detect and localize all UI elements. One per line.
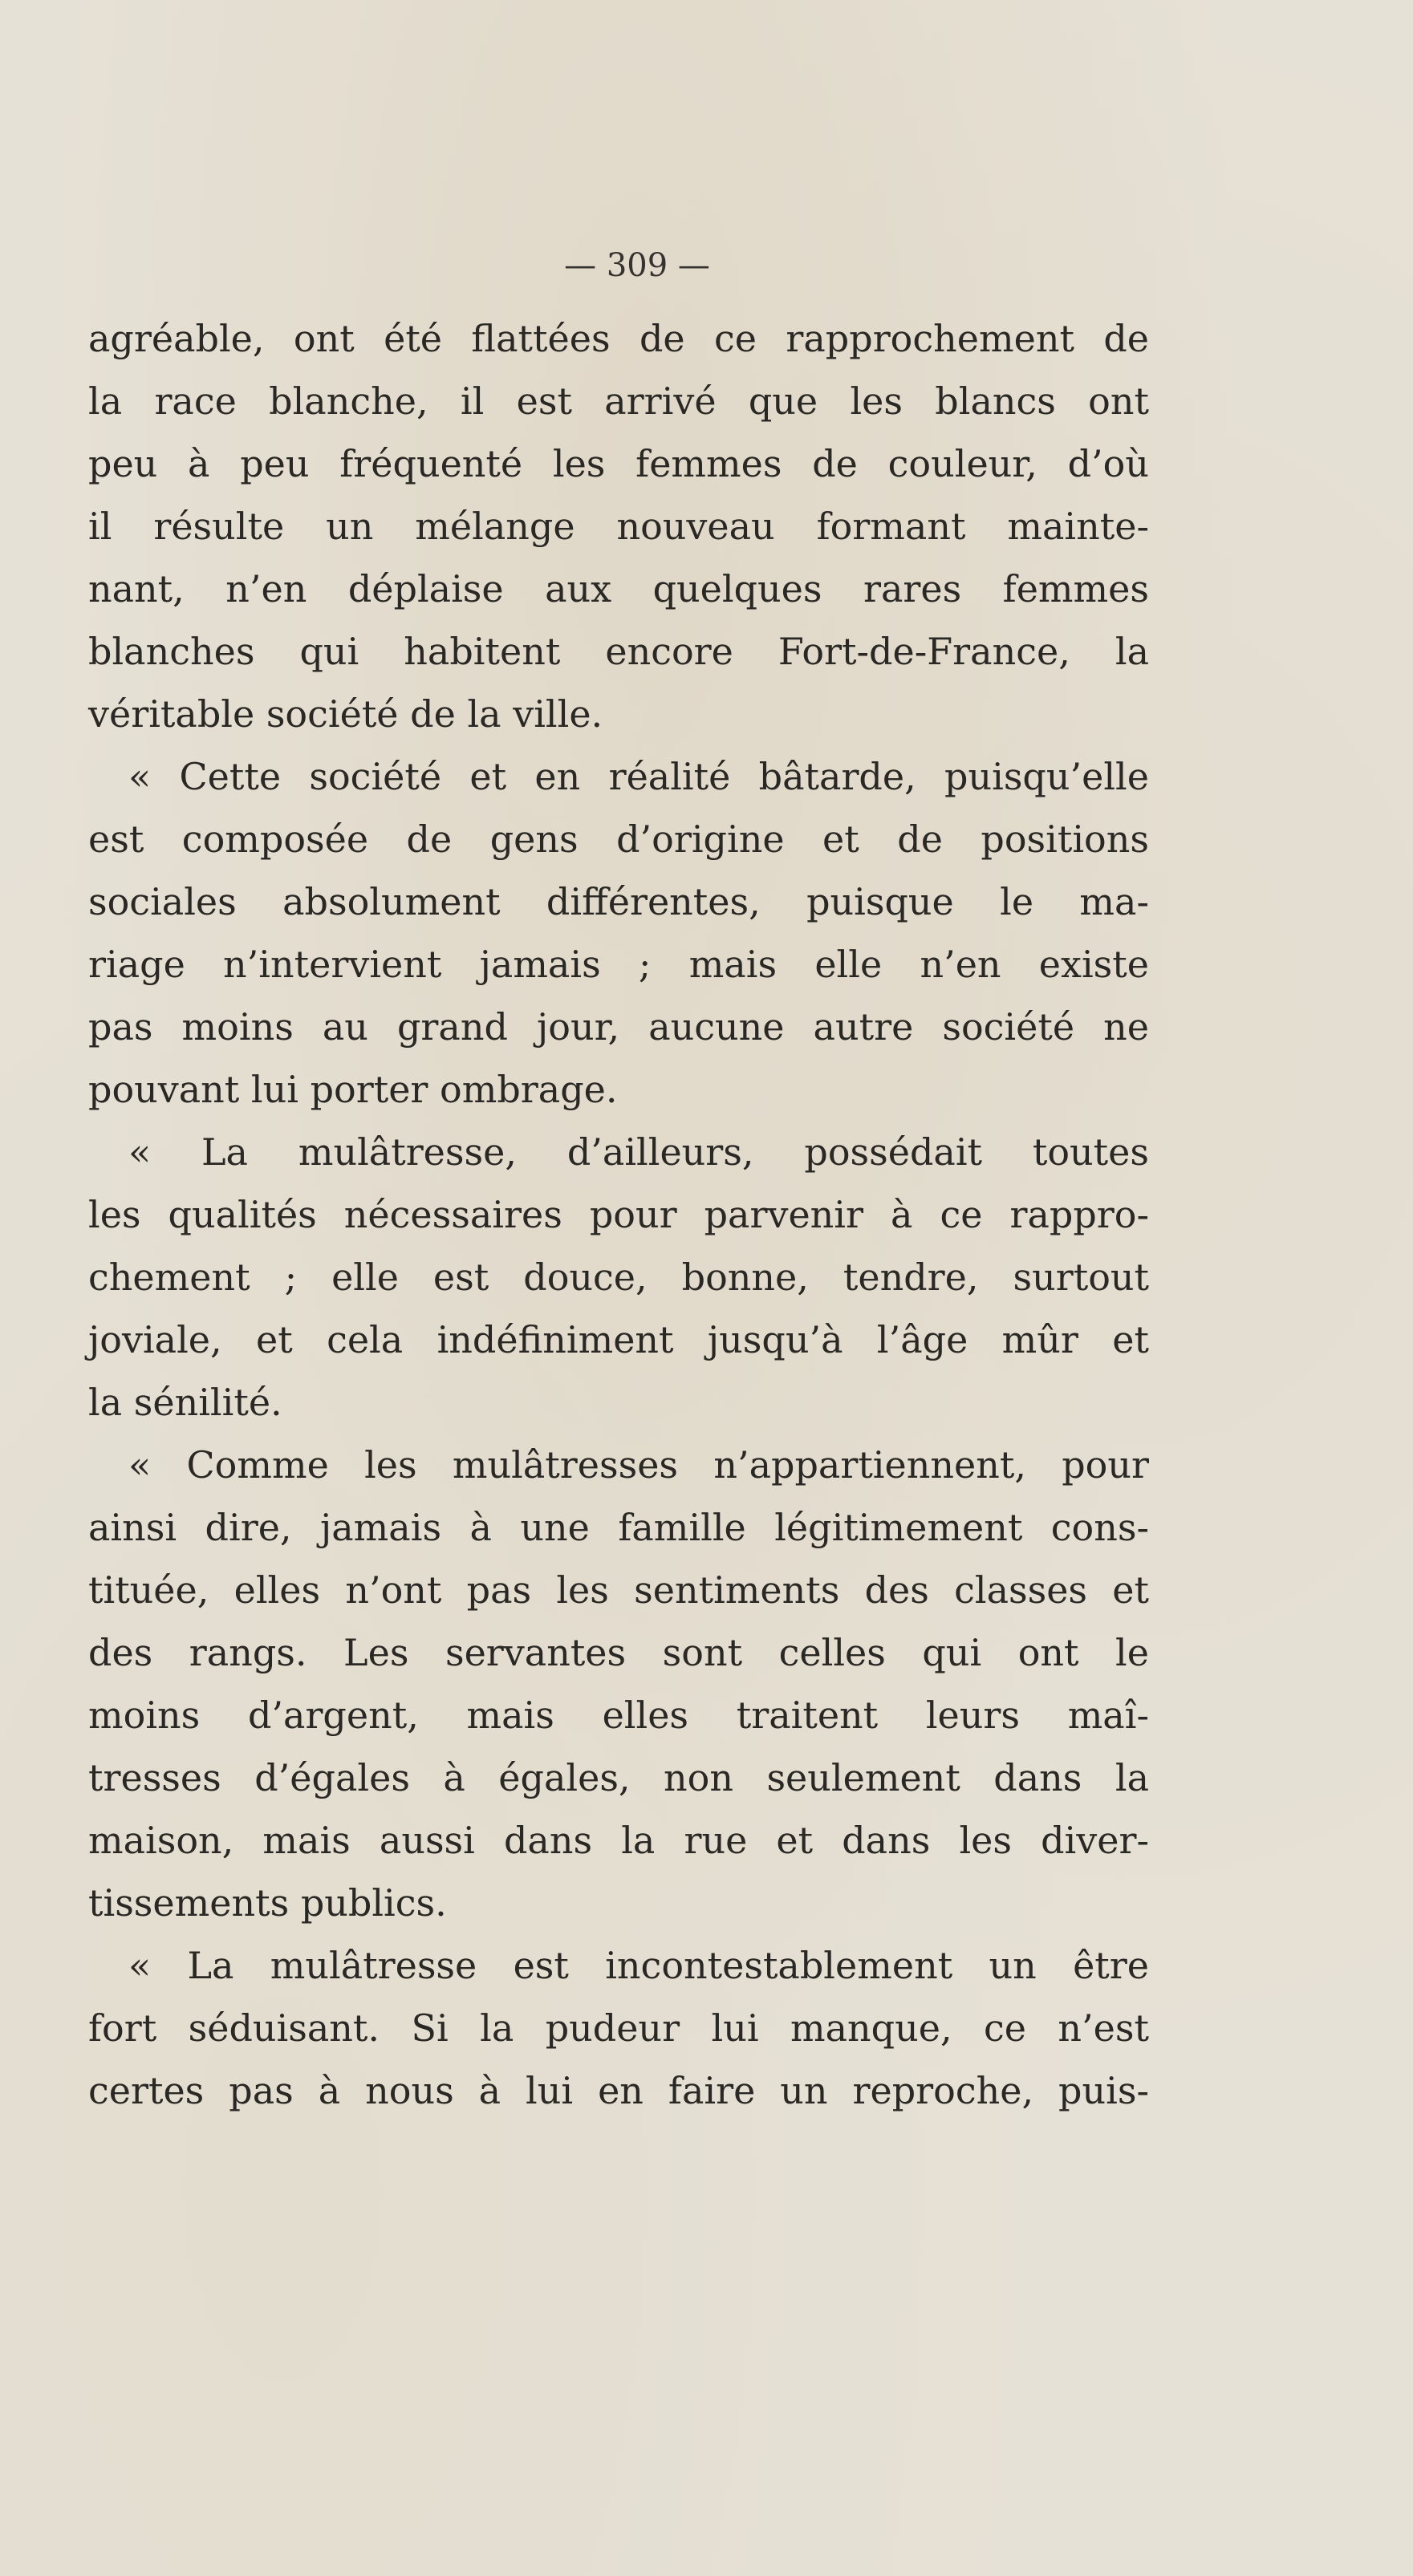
text-line: « La mulâtresse, d’ailleurs, possédait toutes bbox=[128, 1130, 1149, 1174]
text-line: « La mulâtresse est incontestablement un être bbox=[128, 1944, 1149, 1987]
text-line: moins d’argent, mais elles traitent leurs maî- bbox=[88, 1694, 1149, 1737]
text-line: ainsi dire, jamais à une famille légitimement cons- bbox=[88, 1506, 1149, 1549]
text-line: joviale, et cela indéfiniment jusqu’à l’âge mûr et bbox=[88, 1318, 1149, 1361]
text-line: les qualités nécessaires pour parvenir à ce rappro- bbox=[88, 1193, 1149, 1236]
text-line: agréable, ont été flattées de ce rapprochement de bbox=[88, 317, 1149, 360]
text-line: des rangs. Les servantes sont celles qui ont le bbox=[88, 1631, 1149, 1674]
text-line: blanches qui habitent encore Fort-de-France, la bbox=[88, 630, 1149, 673]
text-line: peu à peu fréquenté les femmes de couleur, d’où bbox=[88, 442, 1149, 485]
text-line: pas moins au grand jour, aucune autre société ne bbox=[88, 1005, 1149, 1049]
page-number: — 309 — bbox=[564, 247, 710, 284]
text-line: certes pas à nous à lui en faire un reproche, puis- bbox=[88, 2069, 1149, 2112]
text-line: tresses d’égales à égales, non seulement dans la bbox=[88, 1756, 1149, 1799]
text-line: riage n’intervient jamais ; mais elle n’en existe bbox=[88, 943, 1149, 986]
text-line: chement ; elle est douce, bonne, tendre, surtout bbox=[88, 1256, 1149, 1299]
text-line: est composée de gens d’origine et de positions bbox=[88, 817, 1149, 861]
text-line: fort séduisant. Si la pudeur lui manque, ce n’est bbox=[88, 2006, 1149, 2050]
text-line: pouvant lui porter ombrage. bbox=[88, 1068, 618, 1111]
text-line: la sénilité. bbox=[88, 1381, 282, 1424]
body-text bbox=[88, 307, 1149, 2122]
text-line: sociales absolument différentes, puisque le ma- bbox=[88, 880, 1149, 923]
text-line: « Comme les mulâtresses n’appartiennent, pour bbox=[128, 1443, 1149, 1487]
text-line: il résulte un mélange nouveau formant mainte- bbox=[88, 505, 1149, 548]
text-line: la race blanche, il est arrivé que les blancs ont bbox=[88, 379, 1149, 423]
text-line: tissements publics. bbox=[88, 1881, 447, 1925]
text-line: « Cette société et en réalité bâtarde, puisqu’elle bbox=[128, 755, 1149, 798]
text-line: nant, n’en déplaise aux quelques rares femmes bbox=[88, 567, 1149, 611]
text-line: tituée, elles n’ont pas les sentiments des classes et bbox=[88, 1568, 1149, 1612]
text-line: maison, mais aussi dans la rue et dans les diver- bbox=[88, 1819, 1149, 1862]
text-line: véritable société de la ville. bbox=[88, 692, 603, 736]
